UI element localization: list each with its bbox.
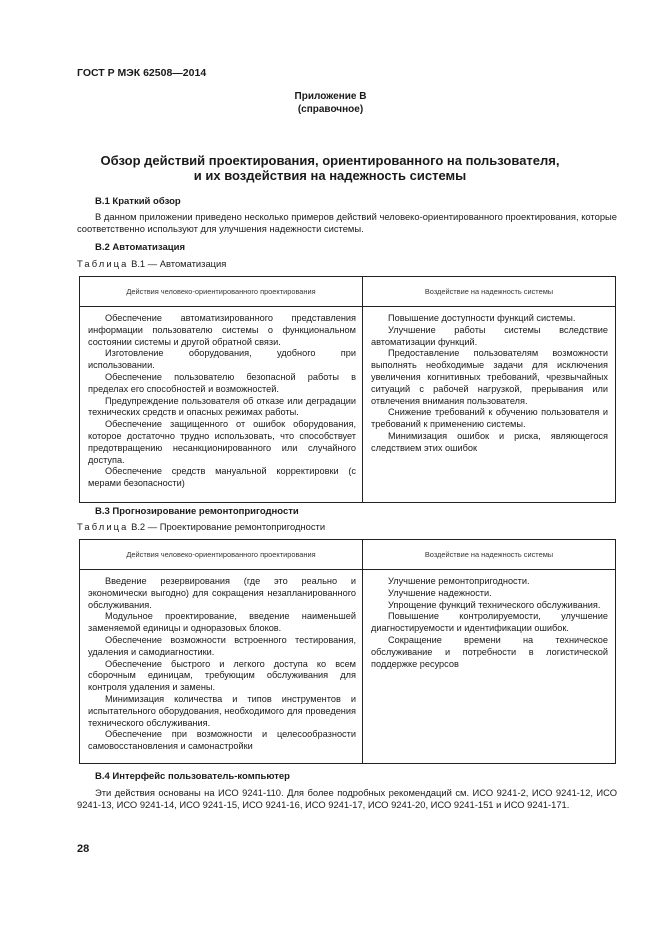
table-b1-action-item: Обеспечение защищенного от ошибок оборудования, которое достаточно трудно использовать, что способствует предотвращению несанкционированного или случайного доступа. <box>88 419 356 465</box>
section-b2-heading: В.2 Автоматизация <box>95 242 185 253</box>
table-b1-impact-cell <box>363 307 616 503</box>
table-b2-impact-item: Упрощение функций технического обслуживания. <box>388 599 601 610</box>
table-b1-actions-list <box>88 313 356 490</box>
table-b1-caption <box>77 258 226 269</box>
table-b2-caption <box>77 521 325 532</box>
section-b3-heading: В.3 Прогнозирование ремонтопригодности <box>95 506 299 517</box>
table-b2-caption-title: В.2 — Проектирование ремонтопригодности <box>128 521 326 532</box>
table-b1-impact-item: Предоставление пользователям возможности выполнять необходимые задачи для исключения увеличения когнитивных требований, чрезвычайных ситуаций с рабочей нагрузкой, прерывания или отвлечения внимания пользователя. <box>371 348 608 406</box>
document-title <box>80 153 580 183</box>
table-b1-action-item: Обеспечение автоматизированного представления информации пользователю системы о функциональном состоянии системы и другой обратной связи. <box>88 313 356 347</box>
table-b1-actions-cell <box>80 307 363 503</box>
table-b1-action-item: Изготовление оборудования, удобного при использовании. <box>88 348 356 371</box>
document-title-line-1: Обзор действий проектирования, ориентированного на пользователя, <box>100 153 560 168</box>
table-b2-impact-item: Повышение контролируемости, улучшение диагностируемости и идентификации ошибок. <box>371 611 608 634</box>
table-b1-action-item: Предупреждение пользователя об отказе или деградации технических средств и опасных режимах работы. <box>88 395 356 418</box>
table-b2-impact-item: Сокращение времени на техническое обслуживание и потребности в логистической поддержке ресурсов <box>371 634 608 669</box>
table-b1-impact-list <box>371 313 608 455</box>
table-b2-action-item: Минимизация количества и типов инструментов и испытательного оборудования, необходимого для проведения технического обслуживания. <box>88 693 356 728</box>
table-b1-impact-item: Минимизация ошибок и риска, являющегося следствием этих ошибок <box>371 430 608 453</box>
document-title-line-2: и их воздействия на надежность системы <box>193 168 467 183</box>
table-b2-action-item: Обеспечение при возможности и целесообразности самовосстановления и самонастройки <box>88 729 356 752</box>
table-b1-header-actions: Действия человеко-ориентированного проектирования <box>80 277 363 307</box>
section-b1-heading: В.1 Краткий обзор <box>95 196 181 207</box>
section-b4-heading: В.4 Интерфейс пользователь-компьютер <box>95 771 290 782</box>
page-number: 28 <box>77 843 90 855</box>
table-b2-impact-item: Улучшение надежности. <box>388 587 492 598</box>
table-b1-caption-label: Таблица <box>77 258 129 269</box>
table-b2-impact-cell <box>363 570 616 764</box>
table-b1-action-item: Обеспечение средств мануальной корректировки (с мерами безопасности) <box>88 466 356 489</box>
table-b1-action-item: Обеспечение пользователю безопасной работы в пределах его способностей и возможностей. <box>88 371 356 394</box>
table-b1-impact-item: Снижение требований к обучению пользователя и требований к применению системы. <box>371 407 608 430</box>
table-b1-impact-item: Улучшение работы системы вследствие автоматизации функций. <box>371 324 608 347</box>
table-b2-actions-cell <box>80 570 363 764</box>
section-b4-text: Эти действия основаны на ИСО 9241-110. Для более подробных рекомендаций см. ИСО 9241-2, ИСО 9241-12, ИСО 9241-13, ИСО 9241-14, ИСО 9241-15, ИСО 9241-16, ИСО 9241-17, ИСО 9241-20, ИСО 9241-151 и ИСО 9241-171. <box>77 787 617 810</box>
standard-code: ГОСТ Р МЭК 62508—2014 <box>77 67 207 79</box>
appendix-title: Приложение В <box>294 91 367 102</box>
table-b2 <box>79 539 616 764</box>
table-b2-header-actions: Действия человеко-ориентированного проектирования <box>80 540 363 570</box>
table-b1-impact-item: Повышение доступности функций системы. <box>388 313 576 323</box>
table-b2-header-impact: Воздействие на надежность системы <box>363 540 616 570</box>
section-b1-text: В данном приложении приведено несколько примеров действий человеко-ориентированного проектирования, которые соответственно используют для улучшения надежности системы. <box>77 211 617 234</box>
table-b2-action-item: Обеспечение возможности встроенного тестирования, удаления и самодиагностики. <box>88 634 356 657</box>
appendix-subtitle: (справочное) <box>297 104 364 115</box>
table-b2-action-item: Введение резервирования (где это реально и экономически выгодно) для сокращения незапланированного обслуживания. <box>88 576 356 610</box>
table-b2-action-item: Модульное проектирование, введение наименьшей заменяемой единицы и одноразовых блоков. <box>88 611 356 634</box>
table-b2-impact-item: Улучшение ремонтопригодности. <box>388 576 530 586</box>
table-b1-header-impact: Воздействие на надежность системы <box>363 277 616 307</box>
table-b2-impact-list <box>371 576 608 670</box>
table-b1 <box>79 276 616 503</box>
table-b1-caption-title: В.1 — Автоматизация <box>128 258 227 269</box>
table-b2-caption-label: Таблица <box>77 521 129 532</box>
table-b2-actions-list <box>88 576 356 753</box>
table-b2-action-item: Обеспечение быстрого и легкого доступа ко всем сборочным единицам, требующим обслуживания для контроля удаления и замены. <box>88 658 356 693</box>
